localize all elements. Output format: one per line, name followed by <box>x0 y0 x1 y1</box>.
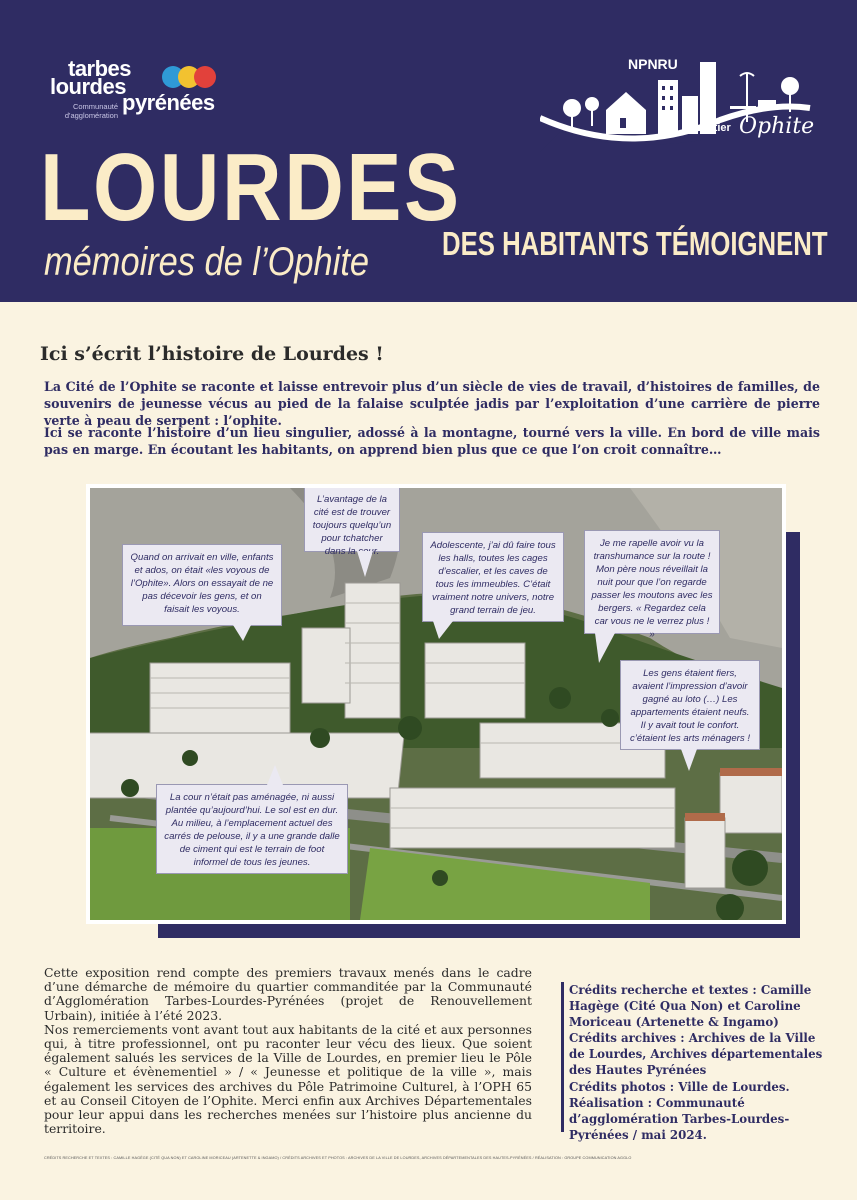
testimony-bubble-5 <box>620 660 760 750</box>
testimony-text-3: Adolescente, j’ai dû faire tous les halls, toutes les cages d’escalier, et les caves de tous les immeubles. C’était vraiment notre univers, notre grand terrain de jeu. <box>430 540 556 616</box>
section-tagline: DES HABITANTS TÉMOIGNENT <box>442 225 828 262</box>
testimony-bubble-1 <box>122 544 282 626</box>
testimony-text-1: Quand on arrivait en ville, enfants et ados, on était «les voyous de l’Ophite». Alors on essayait de ne pas décevoir les gens, et on faisait les voyous. <box>130 552 274 615</box>
quartier-label: Quartier <box>688 122 731 134</box>
credits-research: Crédits recherche et textes : Camille Hagège (Cité Qua Non) et Caroline Moriceau (Artenette & Ingamo) <box>569 983 812 1030</box>
testimony-text-2: L’avantage de la cité est de trouver toujours quelqu’un pour tchatcher dans la cour. <box>312 494 392 557</box>
testimony-bubble-2 <box>304 486 400 557</box>
logo-small-caption: Communauté d'agglomération <box>64 102 118 120</box>
ophite-logo-text: Ophite <box>739 114 815 139</box>
exhibition-description <box>44 966 532 1136</box>
testimony-bubble-4 <box>584 530 720 640</box>
fine-print: CRÉDITS RECHERCHE ET TEXTES : CAMILLE HAGÈGE (CITÉ QUA NON) ET CAROLINE MORICEAU (ARTENETTE & INGAMO) / CRÉDITS ARCHIVES ET PHOTOS : ARCHIVES DE LA VILLE DE LOURDES, ARCHIVES DÉPARTEMENTALES DES HAUTES-PYRÉNÉES / RÉALISATION : GROUPE COMMUNICATION AGGLO <box>44 1156 632 1160</box>
npnru-label: NPNRU <box>628 56 678 72</box>
testimony-bubble-3 <box>422 532 564 622</box>
credits-photos: Crédits photos : Ville de Lourdes. <box>569 1079 790 1094</box>
logo-word-pyrenees: pyrénées <box>122 90 215 115</box>
agglomeration-logo <box>44 58 234 128</box>
intro-heading: Ici s’écrit l’histoire de Lourdes ! <box>40 343 384 365</box>
npnru-ophite-logo <box>540 52 815 152</box>
credits-block <box>569 982 825 1143</box>
credits-archives: Crédits archives : Archives de la Ville de Lourdes, Archives départementales des Hautes Pyrénées <box>569 1031 823 1078</box>
intro-paragraph-1: La Cité de l’Ophite se raconte et laisse entrevoir plus d’un siècle de vies de travail, d’histoires de familles, de souvenirs de jeunesse vécus au pied de la falaise sculptée jadis par l’exploitation d’une carrière de pierre verte à peau de serpent : l’ophite. <box>44 379 820 428</box>
credits-production: Réalisation : Communauté d’agglomération Tarbes-Lourdes-Pyrénées / mai 2024. <box>569 1095 790 1142</box>
testimony-text-6: La cour n’était pas aménagée, ni aussi plantée qu’aujourd’hui. Le sol est en dur. Au milieu, à l’emplacement actuel des carrés de pelouse, il y a une grande dalle de ciment qui est le terrain de foot informel de tous les jeunes. <box>164 792 340 868</box>
logo-word-tarbes: tarbes <box>68 56 132 81</box>
credits-divider <box>561 982 564 1132</box>
page-subtitle: mémoires de l’Ophite <box>44 240 370 284</box>
exhibition-paragraph-2: Nos remerciements vont avant tout aux habitants de la cité et aux personnes qui, à titre professionnel, ont pu raconter leur vécu des lieux. Que soient également salués les services de la Ville de Lourdes, en premier lieu le Pôle « Culture et évènementiel » / « Jeunesse et politique de la ville », mais également les services des archives du Pôle Patrimoine Culturel, à l’OPH 65 et au Conseil Citoyen de l’Ophite. Merci enfin aux Archives Départementales pour leur appui dans les recherches menées sur l’histoire plus ancienne du territoire. <box>44 1021 532 1137</box>
logo-word-lourdes: lourdes <box>50 74 126 99</box>
page-title: LOURDES <box>40 134 462 241</box>
intro-paragraph-2: Ici se raconte l’histoire d’un lieu singulier, adossé à la montagne, tourné vers la ville. En bord de ville mais pas en marge. En écoutant les habitants, on apprend bien plus que ce que l’on croit connaître… <box>44 425 820 457</box>
aerial-photo-ophite <box>86 484 786 924</box>
testimony-bubble-6 <box>156 784 348 874</box>
header-banner <box>0 0 857 302</box>
exhibition-paragraph-1: Cette exposition rend compte des premiers travaux menés dans le cadre d’une démarche de mémoire du quartier commanditée par la Communauté d’Agglomération Tarbes-Lourdes-Pyrénées (projet de Renouvellement Urbain), initiée à l’été 2023. <box>44 965 532 1023</box>
testimony-text-4: Je me rapelle avoir vu la transhumance sur la route ! Mon père nous réveillait la nuit pour que l’on regarde passer les moutons avec les bergers. « Regardez cela car vous ne le verrez plus ! » <box>591 538 713 640</box>
testimony-text-5: Les gens étaient fiers, avaient l’impression d’avoir gagné au loto (…) Les appartements étaient neufs. Il y avait tout le confort. c’étaient les arts ménagers ! <box>630 668 750 744</box>
